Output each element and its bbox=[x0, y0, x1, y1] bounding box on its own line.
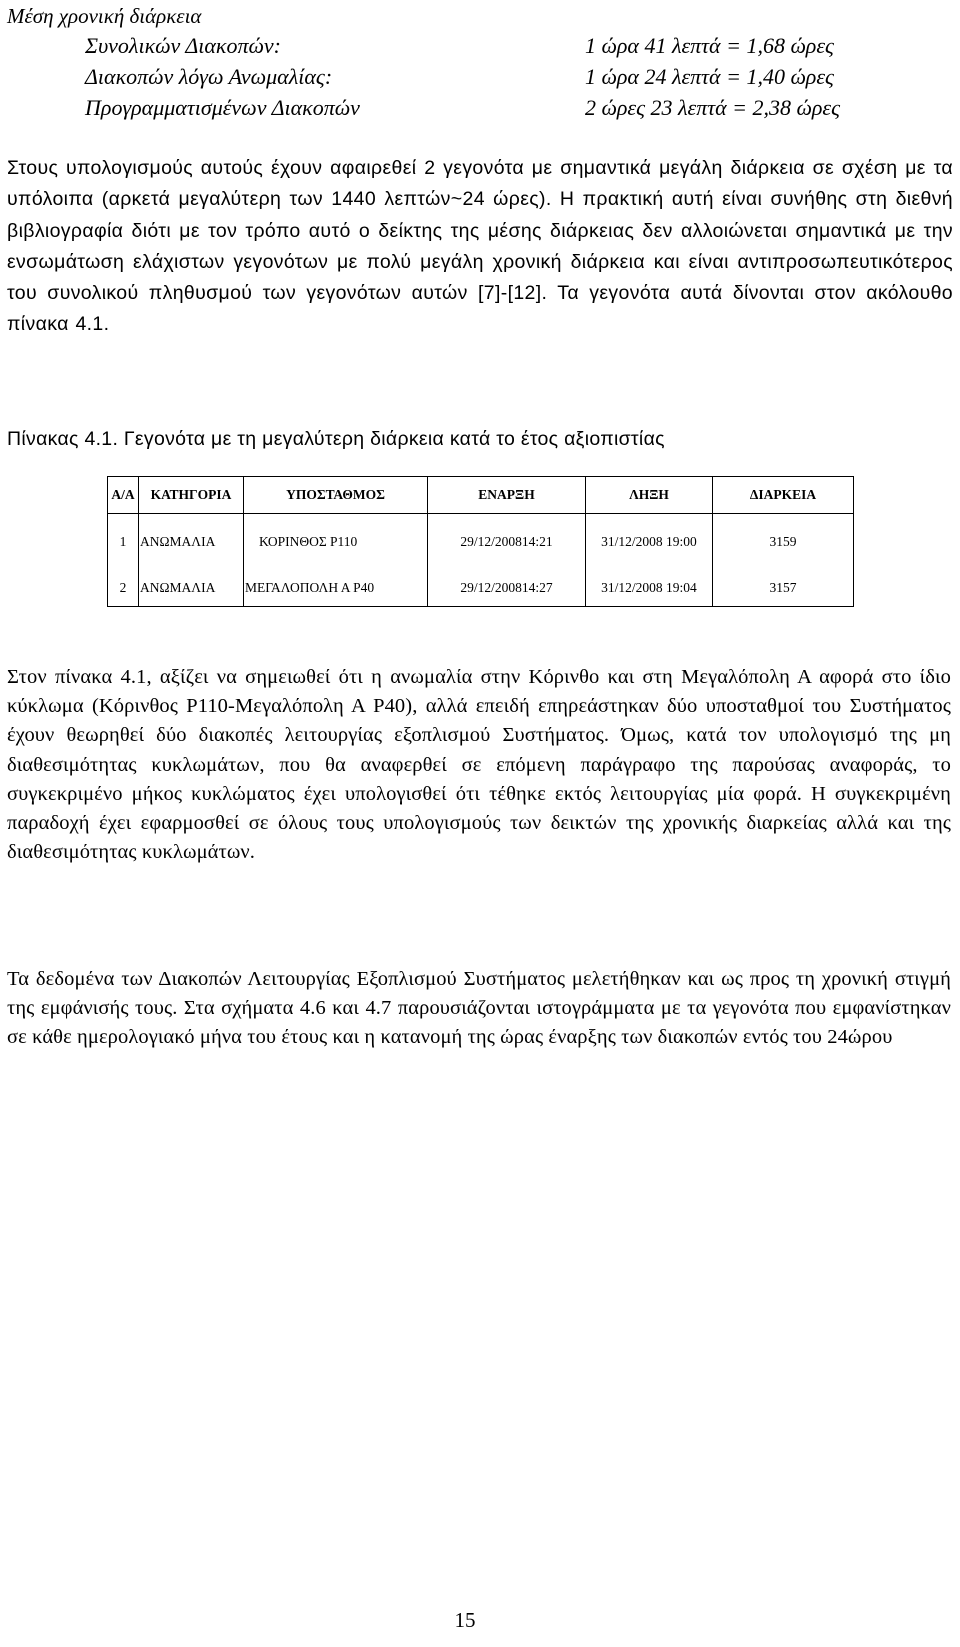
column-header: ΔΙΑΡΚΕΙΑ bbox=[713, 477, 854, 514]
paragraph-text: Στους υπολογισμούς αυτούς έχουν αφαιρεθεί 2 γεγονότα με σημαντικά μεγάλη διάρκεια σε σχέση με τα υπόλοιπα (αρκετά μεγαλύτερη των 1440 λεπτών~24 ώρες). Η πρακτική αυτή είναι συνήθης στη διεθνή βιβλιογραφία διότι με τον τρόπο αυτό ο δείκτης της μέσης διάρκειας δεν αλλοιώνεται σημαντικά με την ενσωμάτωση ελάχιστων γεγονότων με πολύ μεγάλη χρονική διάρκεια και είναι αντιπροσωπευτικότερος του συνολικού πληθυσμού των γεγονότων αυτών [7]-[12]. Τα γεγονότα αυτά δίνονται στον ακόλουθο πίνακα 4.1. bbox=[7, 157, 953, 336]
paragraph-histograms bbox=[7, 965, 951, 1053]
column-header: ΚΑΤΗΓΟΡΙΑ bbox=[139, 477, 244, 514]
column-header: Α/Α bbox=[108, 477, 139, 514]
summary-label: Προγραμματισμένων Διακοπών bbox=[85, 95, 360, 120]
summary-title: Μέση χρονική διάρκεια bbox=[7, 4, 202, 28]
cell-index: 2 bbox=[108, 570, 139, 607]
paragraph-text: Τα δεδομένα των Διακοπών Λειτουργίας Εξοπλισμού Συστήματος μελετήθηκαν και ως προς τη χρονική στιγμή της εμφάνισής τους. Στα σχήματα 4.6 και 4.7 παρουσιάζονται ιστογράμματα με τα γεγονότα που εμφανίστηκαν σε κάθε ημερολογιακό μήνα του έτους και η κατανομή της ώρας έναρξης των διακοπών εντός του 24ώρου bbox=[7, 968, 951, 1049]
cell-category: ΑΝΩΜΑΛΙΑ bbox=[139, 524, 244, 560]
cell-end: 31/12/2008 19:04 bbox=[586, 570, 713, 607]
table-spacer bbox=[108, 560, 854, 570]
paragraph-table-note bbox=[7, 663, 951, 867]
cell-start: 29/12/200814:27 bbox=[428, 570, 586, 607]
column-header: ΥΠΟΣΤΑΘΜΟΣ bbox=[244, 477, 428, 514]
cell-index: 1 bbox=[108, 524, 139, 560]
longest-events-table bbox=[107, 476, 854, 607]
column-header: ΕΝΑΡΞΗ bbox=[428, 477, 586, 514]
paragraph-text: Στον πίνακα 4.1, αξίζει να σημειωθεί ότι η ανωμαλία στην Κόρινθο και στη Μεγαλόπολη Α αφορά στο ίδιο κύκλωμα (Κόρινθος Ρ110-Μεγαλόπολη Α Ρ40), αλλά επειδή επηρεάστηκαν δύο υποσταθμοί του Συστήματος έχουν θεωρηθεί δύο διακοπές λειτουργίας εξοπλισμού Συστήματος. Όμως, κατά τον υπολογισμό της μη διαθεσιμότητας κυκλωμάτων, που θα αναφερθεί σε επόμενη παράγραφο της παρούσας αναφοράς, το συγκεκριμένο μήκος κυκλώματος έχει υπολογισθεί ότι τέθηκε εκτός λειτουργίας μία φορά. Η συγκεκριμένη παραδοχή έχει εφαρμοσθεί σε όλους τους υπολογισμούς των δεικτών της χρονικής διαρκείας αλλά και της διαθεσιμότητας κυκλωμάτων. bbox=[7, 666, 951, 864]
table-row bbox=[108, 570, 854, 607]
cell-start: 29/12/200814:21 bbox=[428, 524, 586, 560]
summary-row-planned bbox=[85, 95, 905, 125]
summary-value: 1 ώρα 24 λεπτά = 1,40 ώρες bbox=[585, 64, 834, 89]
cell-substation: ΚΟΡΙΝΘΟΣ Ρ110 bbox=[244, 524, 428, 560]
table-row bbox=[108, 524, 854, 560]
summary-row-fault bbox=[85, 64, 905, 94]
cell-substation: ΜΕΓΑΛΟΠΟΛΗ Α Ρ40 bbox=[244, 570, 428, 607]
cell-duration: 3159 bbox=[713, 524, 854, 560]
table-spacer bbox=[108, 514, 854, 525]
summary-label: Διακοπών λόγω Ανωμαλίας: bbox=[85, 64, 333, 89]
page-number: 15 bbox=[454, 1608, 476, 1632]
summary-row-total bbox=[85, 33, 905, 63]
table-header-row bbox=[108, 477, 854, 514]
column-header: ΛΗΞΗ bbox=[586, 477, 713, 514]
cell-duration: 3157 bbox=[713, 570, 854, 607]
cell-category: ΑΝΩΜΑΛΙΑ bbox=[139, 570, 244, 607]
table-caption: Πίνακας 4.1. Γεγονότα με τη μεγαλύτερη διάρκεια κατά το έτος αξιοπιστίας bbox=[7, 428, 665, 450]
summary-label: Συνολικών Διακοπών: bbox=[85, 33, 281, 58]
summary-value: 1 ώρα 41 λεπτά = 1,68 ώρες bbox=[585, 33, 834, 58]
summary-value: 2 ώρες 23 λεπτά = 2,38 ώρες bbox=[585, 95, 840, 120]
cell-end: 31/12/2008 19:00 bbox=[586, 524, 713, 560]
paragraph-excluded-events bbox=[7, 153, 953, 341]
